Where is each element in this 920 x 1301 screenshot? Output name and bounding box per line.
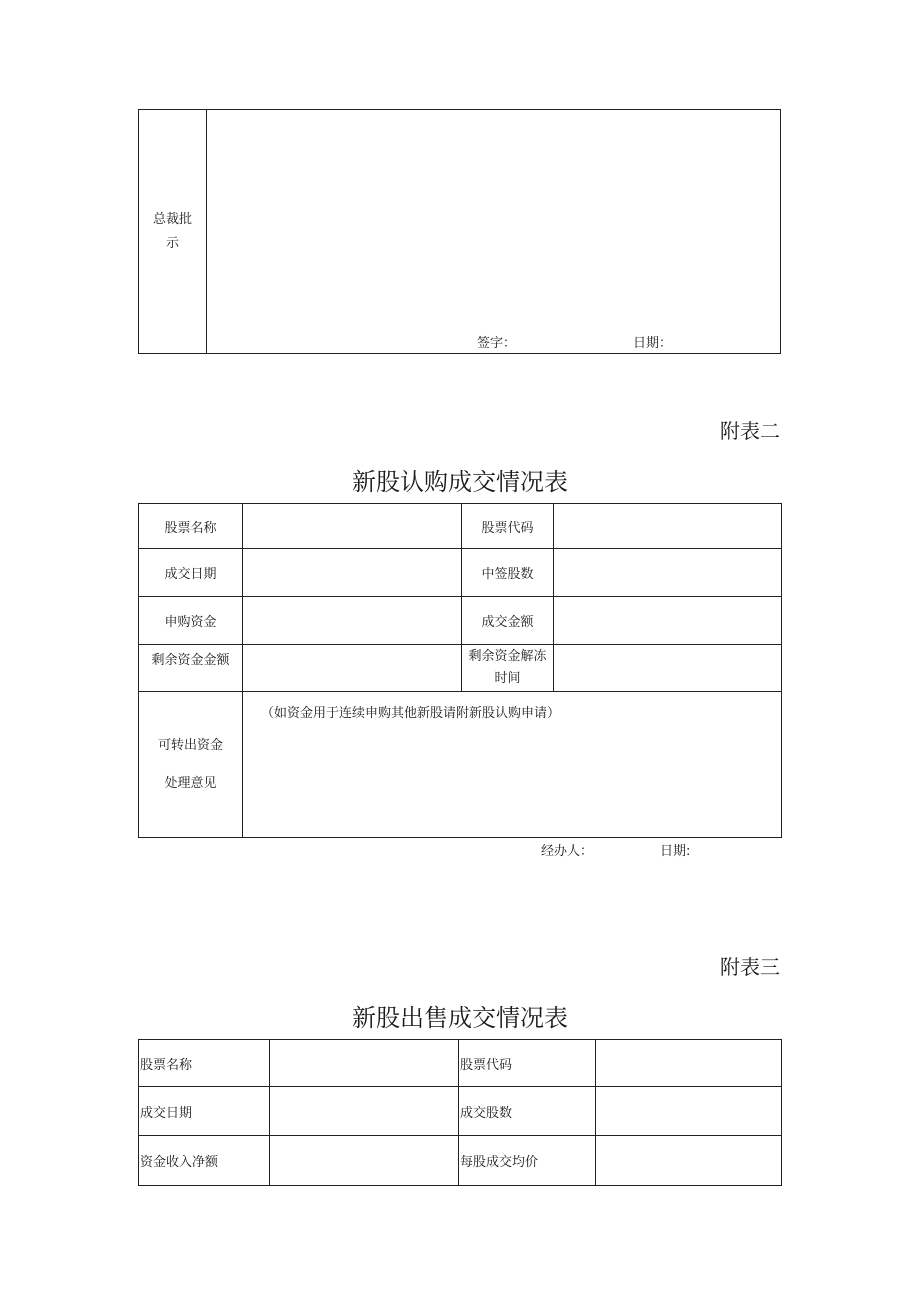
sale-deal-date-label: 成交日期 (139, 1087, 270, 1136)
unfreeze-label-line2: 时间 (494, 671, 521, 686)
net-income-label: 资金收入净额 (139, 1136, 270, 1186)
allotted-shares-field[interactable] (554, 549, 782, 597)
remaining-amount-label: 剩余资金金额 (139, 645, 243, 692)
subscription-table (138, 503, 782, 838)
appendix-3-title: 新股出售成交情况表 (352, 1004, 568, 1032)
stock-code-label: 股票代码 (462, 504, 554, 549)
sign-label: 签字： (477, 336, 517, 351)
unfreeze-label-line1: 剩余资金解冻 (468, 649, 547, 664)
unfreeze-time-field[interactable] (554, 645, 782, 692)
remaining-amount-field[interactable] (243, 645, 462, 692)
table-row (139, 1136, 782, 1186)
approval-label-line1: 总裁批 (152, 211, 192, 227)
allotted-shares-label: 中签股数 (462, 549, 554, 597)
transfer-label-line1: 可转出资金 (157, 737, 223, 753)
stock-name-field[interactable] (243, 504, 462, 549)
unfreeze-time-label (462, 645, 554, 692)
transfer-note: （如资金用于连续申购其他新股请附新股认购申请） (261, 706, 561, 721)
transfer-label-line2: 处理意见 (164, 775, 217, 791)
president-approval-table (138, 109, 781, 354)
sale-stock-name-label: 股票名称 (139, 1040, 270, 1087)
deal-amount-field[interactable] (554, 597, 782, 645)
sale-stock-name-field[interactable] (270, 1040, 459, 1087)
subscription-funds-label: 申购资金 (139, 597, 243, 645)
table-row (139, 504, 782, 549)
avg-price-field[interactable] (596, 1136, 782, 1186)
appendix-2-tag: 附表二 (720, 419, 780, 443)
approval-date-label: 日期： (633, 336, 673, 351)
appendix-3-tag: 附表三 (720, 955, 780, 979)
table-row (139, 597, 782, 645)
table-row (139, 692, 782, 838)
handler-date-label: 日期: (660, 844, 691, 859)
president-approval-label (139, 110, 207, 354)
table-row (139, 1040, 782, 1087)
stock-name-label: 股票名称 (139, 504, 243, 549)
sale-table (138, 1039, 782, 1186)
stock-code-field[interactable] (554, 504, 782, 549)
deal-date-field[interactable] (243, 549, 462, 597)
table-row (139, 1087, 782, 1136)
sale-stock-code-label: 股票代码 (459, 1040, 596, 1087)
net-income-field[interactable] (270, 1136, 459, 1186)
sale-deal-date-field[interactable] (270, 1087, 459, 1136)
handler-label: 经办人： (541, 844, 594, 859)
avg-price-label: 每股成交均价 (459, 1136, 596, 1186)
sale-shares-field[interactable] (596, 1087, 782, 1136)
table-row (139, 645, 782, 692)
approval-label-line2: 示 (165, 235, 179, 251)
transfer-funds-label (139, 692, 243, 838)
transfer-opinion-field[interactable] (243, 692, 782, 838)
sale-shares-label: 成交股数 (459, 1087, 596, 1136)
subscription-funds-field[interactable] (243, 597, 462, 645)
table-row (139, 549, 782, 597)
appendix-2-title: 新股认购成交情况表 (352, 468, 568, 496)
sale-stock-code-field[interactable] (596, 1040, 782, 1087)
deal-date-label: 成交日期 (139, 549, 243, 597)
president-approval-field[interactable] (207, 110, 781, 354)
deal-amount-label: 成交金额 (462, 597, 554, 645)
